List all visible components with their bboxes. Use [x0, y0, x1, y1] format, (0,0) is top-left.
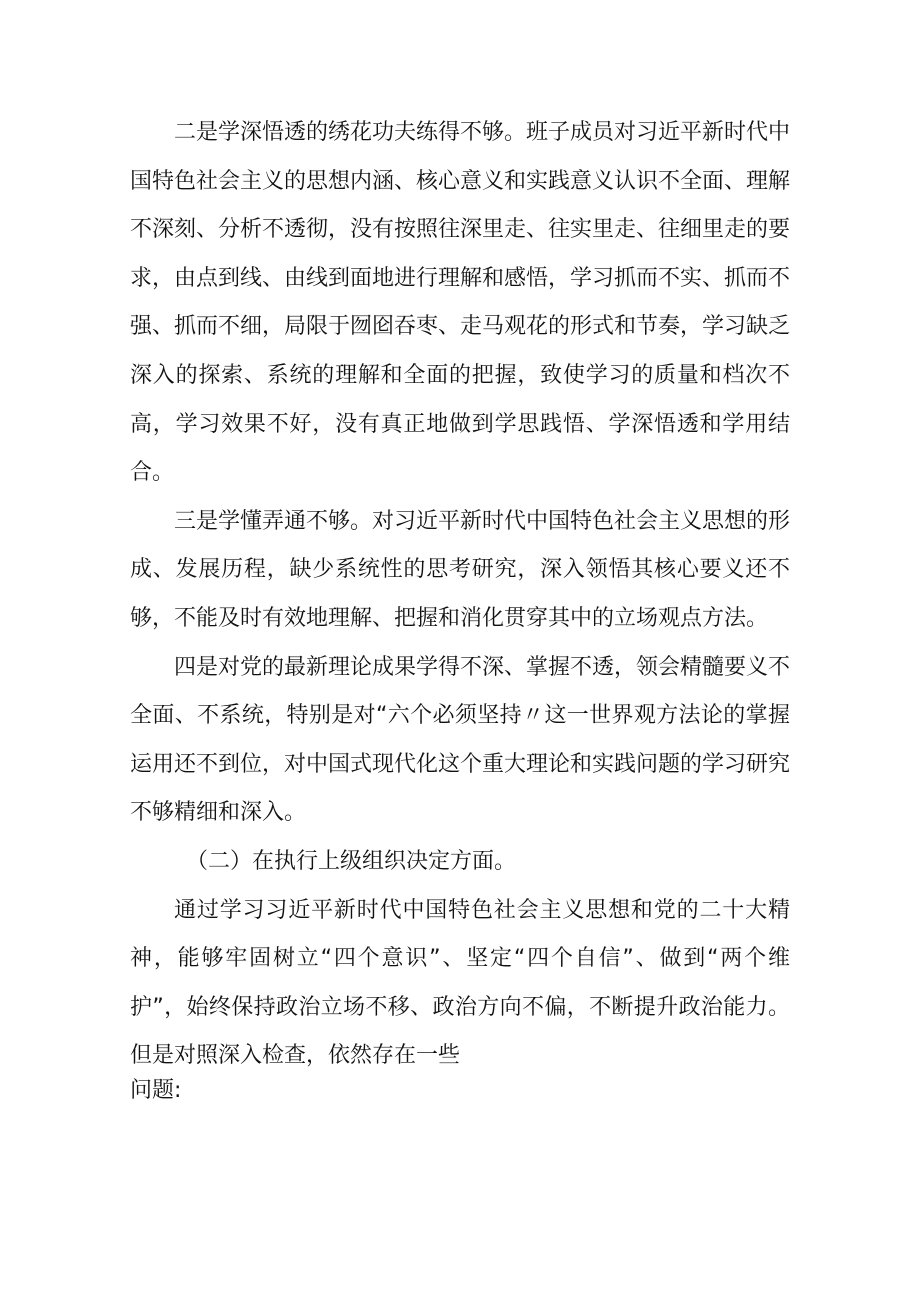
paragraph-si: 四是对党的最新理论成果学得不深、掌握不透，领会精髓要义不全面、不系统，特别是对“六个必须坚持〃这一世界观方法论的掌握运用还不到位，对中国式现代化这个重大理论和实践问题的学习研究不够精细和深入。 [130, 654, 791, 826]
document-body [130, 109, 790, 1109]
paragraph-san: 三是学懂弄通不够。对习近平新时代中国特色社会主义思想的形成、发展历程，缺少系统性的思考研究，深入领悟其核心要义还不够，不能及时有效地理解、把握和消化贯穿其中的立场观点方法。 [130, 508, 791, 631]
section-heading: （二）在执行上级组织决定方面。 [186, 848, 517, 874]
trailing-text: 问题: [130, 1077, 182, 1103]
paragraph-er: 二是学深悟透的绣花功夫练得不够。班子成员对习近平新时代中国特色社会主义的思想内涵、核心意义和实践意义认识不全面、理解不深刻、分析不透彻，没有按照往深里走、往实里走、往细里走的要求，由点到线、由线到面地进行理解和感悟，学习抓而不实、抓而不强、抓而不细，局限于囫囵吞枣、走马观花的形式和节奏，学习缺乏深入的探索、系统的理解和全面的把握，致使学习的质量和档次不高，学习效果不好，没有真正地做到学思践悟、学深悟透和学用结合。 [130, 120, 791, 486]
paragraph-closing: 通过学习习近平新时代中国特色社会主义思想和党的二十大精神，能够牢固树立“四个意识”、坚定“四个自信”、做到“两个维护”，始终保持政治立场不移、政治方向不偏，不断提升政治能力。但是对照深入检查，依然存在一些 [130, 897, 790, 1069]
